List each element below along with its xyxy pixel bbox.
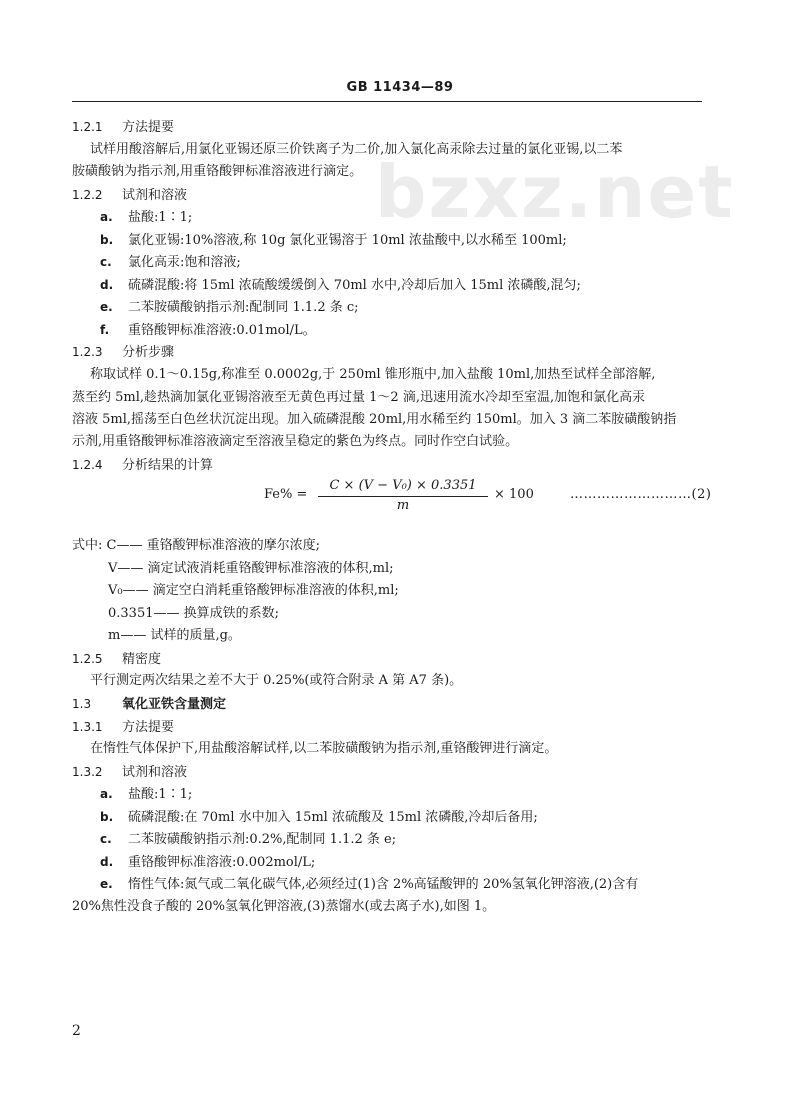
- section-1-2-3-heading: [72, 343, 174, 362]
- variable-definition: V₀—— 滴定空白消耗重铬酸钾标准溶液的体积,ml;: [108, 583, 399, 598]
- item-text: 氯化亚锡:10%溶液,称 10g 氯化亚锡溶于 10ml 浓盐酸中,以水稀至 100ml;: [128, 233, 567, 248]
- item-label: e.: [100, 300, 113, 314]
- list-item: [100, 853, 315, 872]
- section-title: 精密度: [122, 652, 162, 667]
- formula-numerator: C × (V − V₀) × 0.3351: [329, 478, 477, 493]
- item-text: 惰性气体:氮气或二氧化碳气体,必须经过(1)含 2%高锰酸钾的 20%氢氧化钾溶液,(2)含有: [128, 877, 639, 892]
- item-label: c.: [100, 832, 112, 846]
- item-label: d.: [100, 855, 114, 869]
- section-title: 氧化亚铁含量测定: [122, 697, 227, 712]
- list-item: [100, 276, 581, 295]
- section-number: 1.3.1: [72, 720, 103, 734]
- section-1-3-1-heading: [72, 718, 174, 737]
- list-item: [100, 808, 538, 827]
- list-item: [100, 231, 567, 250]
- item-label: b.: [100, 810, 114, 824]
- section-title: 试剂和溶液: [122, 188, 188, 203]
- variable-definition: 式中: C—— 重铬酸钾标准溶液的摩尔浓度;: [72, 538, 320, 553]
- variable-definition: 0.3351—— 换算成铁的系数;: [108, 606, 279, 621]
- formula-fraction: [318, 478, 488, 513]
- paragraph-line: 20%焦性没食子酸的 20%氢氧化钾溶液,(3)蒸馏水(或去离子水),如图 1。: [72, 899, 496, 914]
- formula-denominator: m: [396, 498, 410, 513]
- list-item: [100, 253, 241, 272]
- paragraph-line: 示剂,用重铬酸钾标准溶液滴定至溶液呈稳定的紫色为终点。同时作空白试验。: [72, 434, 519, 449]
- item-label: b.: [100, 233, 114, 247]
- item-text: 硫磷混酸:将 15ml 浓硫酸缓缓倒入 70ml 水中,冷却后加入 15ml 浓磷酸,混匀;: [128, 278, 581, 293]
- variable-definition: V—— 滴定试液消耗重铬酸钾标准溶液的体积,ml;: [108, 561, 394, 576]
- section-number: 1.2.1: [72, 120, 103, 134]
- section-number: 1.2.4: [72, 458, 103, 472]
- section-title: 方法提要: [122, 720, 175, 735]
- list-item: [100, 298, 359, 317]
- section-1-2-2-heading: [72, 186, 187, 205]
- paragraph-line: 试样用酸溶解后,用氯化亚锡还原三价铁离子为二价,加入氯化高汞除去过量的氯化亚锡,以二苯: [90, 142, 623, 157]
- item-text: 盐酸:1∶1;: [128, 787, 193, 802]
- section-title: 分析结果的计算: [122, 458, 214, 473]
- section-title: 分析步骤: [122, 345, 175, 360]
- paragraph-line: 溶液 5ml,摇荡至白色丝状沉淀出现。加入硫磷混酸 20ml,用水稀至约 150ml。加入 3 滴二苯胺磺酸钠指: [72, 412, 677, 427]
- item-label: c.: [100, 255, 112, 269]
- item-label: d.: [100, 278, 114, 292]
- item-text: 氯化高汞:饱和溶液;: [128, 255, 241, 270]
- formula-lhs: Fe% =: [264, 487, 308, 502]
- variable-definition: m—— 试样的质量,g。: [108, 628, 241, 643]
- section-1-3-heading: [72, 695, 226, 714]
- formula-rhs: × 100: [494, 487, 534, 502]
- watermark: bzxz.net: [375, 150, 735, 234]
- section-1-2-5-heading: [72, 650, 161, 669]
- item-label: f.: [100, 323, 110, 337]
- list-item: [100, 321, 316, 340]
- item-text: 二苯胺磺酸钠指示剂:配制同 1.1.2 条 c;: [128, 300, 359, 315]
- paragraph-line: 平行测定两次结果之差不大于 0.25%(或符合附录 A 第 A7 条)。: [90, 673, 463, 688]
- fraction-bar: [318, 496, 488, 497]
- paragraph-line: 蒸至约 5ml,趁热滴加氯化亚锡溶液至无黄色再过量 1～2 滴,迅速用流水冷却至室温,加饱和氯化高汞: [72, 390, 646, 405]
- item-label: a.: [100, 210, 113, 224]
- item-label: a.: [100, 787, 113, 801]
- equation-number: ………………………(2): [570, 487, 712, 502]
- list-item: [100, 830, 396, 849]
- section-number: 1.2.3: [72, 345, 103, 359]
- item-text: 重铬酸钾标准溶液:0.002mol/L;: [128, 855, 316, 870]
- section-number: 1.3: [72, 697, 92, 711]
- list-item: [100, 208, 192, 227]
- item-text: 盐酸:1∶1;: [128, 210, 193, 225]
- standard-code-header: GB 11434—89: [346, 80, 454, 95]
- item-label: e.: [100, 877, 113, 891]
- section-number: 1.2.5: [72, 652, 103, 666]
- section-1-2-4-heading: [72, 456, 213, 475]
- item-text: 硫磷混酸:在 70ml 水中加入 15ml 浓硫酸及 15ml 浓磷酸,冷却后备用;: [128, 810, 538, 825]
- section-1-3-2-heading: [72, 763, 187, 782]
- section-title: 试剂和溶液: [122, 765, 188, 780]
- paragraph-line: 胺磺酸钠为指示剂,用重铬酸钾标准溶液进行滴定。: [72, 164, 363, 179]
- header-rule: [72, 101, 702, 102]
- list-item: [100, 785, 192, 804]
- section-number: 1.2.2: [72, 188, 103, 202]
- item-text: 重铬酸钾标准溶液:0.01mol/L。: [128, 323, 316, 338]
- section-number: 1.3.2: [72, 765, 103, 779]
- paragraph-line: 在惰性气体保护下,用盐酸溶解试样,以二苯胺磺酸钠为指示剂,重铬酸钾进行滴定。: [90, 741, 558, 756]
- section-title: 方法提要: [122, 120, 175, 135]
- section-1-2-1-heading: [72, 118, 174, 137]
- item-text: 二苯胺磺酸钠指示剂:0.2%,配制同 1.1.2 条 e;: [128, 832, 397, 847]
- page-number: 2: [72, 1023, 81, 1039]
- paragraph-line: 称取试样 0.1～0.15g,称准至 0.0002g,于 250ml 锥形瓶中,加入盐酸 10ml,加热至试样全部溶解,: [90, 367, 656, 382]
- list-item: [100, 875, 638, 894]
